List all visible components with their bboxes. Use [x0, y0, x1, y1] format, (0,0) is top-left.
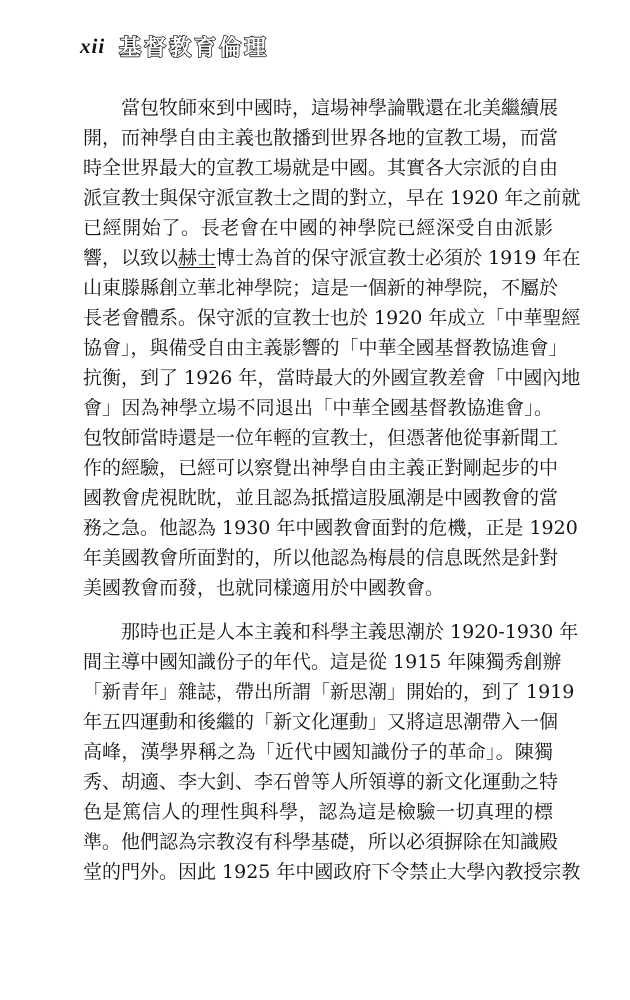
text-line: 山東滕縣創立華北神學院；這是一個新的神學院，不屬於: [83, 277, 559, 299]
text-segment: 博士為首的保守派宣教士必須於 1919 年在: [216, 247, 581, 269]
text-line: 協會」，與備受自由主義影響的「中華全國基督教協進會」: [83, 337, 568, 359]
text-line: 間主導中國知識份子的年代。這是從 1915 年陳獨秀創辦: [83, 651, 562, 673]
text-line: 高峰，漢學界稱之為「近代中國知識份子的革命」。陳獨: [83, 741, 553, 763]
text-line: 時全世界最大的宣教工場就是中國。其實各大宗派的自由: [83, 157, 559, 179]
running-head: [80, 30, 269, 62]
paragraph-2: [83, 617, 581, 887]
text-line: 「新青年」雜誌，帶出所謂「新思潮」開始的，到了 1919: [83, 681, 575, 703]
text-line: 堂的門外。因此 1925 年中國政府下令禁止大學內教授宗教: [83, 861, 581, 883]
paragraph-1: [83, 93, 581, 603]
page-number: xii: [80, 33, 106, 58]
text-line: 抗衡，到了 1926 年，當時最大的外國宣教差會「中國內地: [83, 367, 581, 389]
book-title: 基督教育倫理: [119, 35, 270, 61]
text-line: 作的經驗，已經可以察覺出神學自由主義正對剛起步的中: [83, 457, 559, 479]
text-line: 年美國教會所面對的，所以他認為梅晨的信息既然是針對: [83, 547, 559, 569]
text-line: 包牧師當時還是一位年輕的宣教士，但憑著他從事新聞工: [83, 427, 559, 449]
text-line-with-name: [83, 243, 581, 273]
text-line: 國教會虎視眈眈，並且認為抵擋這股風潮是中國教會的當: [83, 487, 559, 509]
text-line: 色是篤信人的理性與科學，認為這是檢驗一切真理的標: [83, 801, 553, 823]
text-segment: 響，以致以: [83, 247, 179, 269]
text-line: 派宣教士與保守派宣教士之間的對立，早在 1920 年之前就: [83, 187, 581, 209]
text-line: 開，而神學自由主義也散播到世界各地的宣教工場，而當: [83, 127, 559, 149]
underlined-person-name: 赫士: [178, 247, 217, 269]
text-line: 秀、胡適、李大釗、李石曾等人所領導的新文化運動之特: [83, 771, 559, 793]
text-line: 已經開始了。長老會在中國的神學院已經深受自由派影: [83, 217, 553, 239]
text-line: 那時也正是人本主義和科學主義思潮於 1920-1930 年: [121, 621, 579, 643]
text-line: 會」因為神學立場不同退出「中華全國基督教協進會」。: [83, 397, 553, 419]
text-line: 年五四運動和後繼的「新文化運動」又將這思潮帶入一個: [83, 711, 559, 733]
body-text: [83, 93, 581, 887]
text-line: 長老會體系。保守派的宣教士也於 1920 年成立「中華聖經: [83, 307, 581, 329]
text-line: 當包牧師來到中國時，這場神學論戰還在北美繼續展: [121, 97, 559, 119]
text-line: 美國教會而發，也就同樣適用於中國教會。: [83, 577, 445, 599]
text-line: 準。他們認為宗教沒有科學基礎，所以必須摒除在知識殿: [83, 831, 559, 853]
text-line: 務之急。他認為 1930 年中國教會面對的危機，正是 1920: [83, 517, 578, 539]
